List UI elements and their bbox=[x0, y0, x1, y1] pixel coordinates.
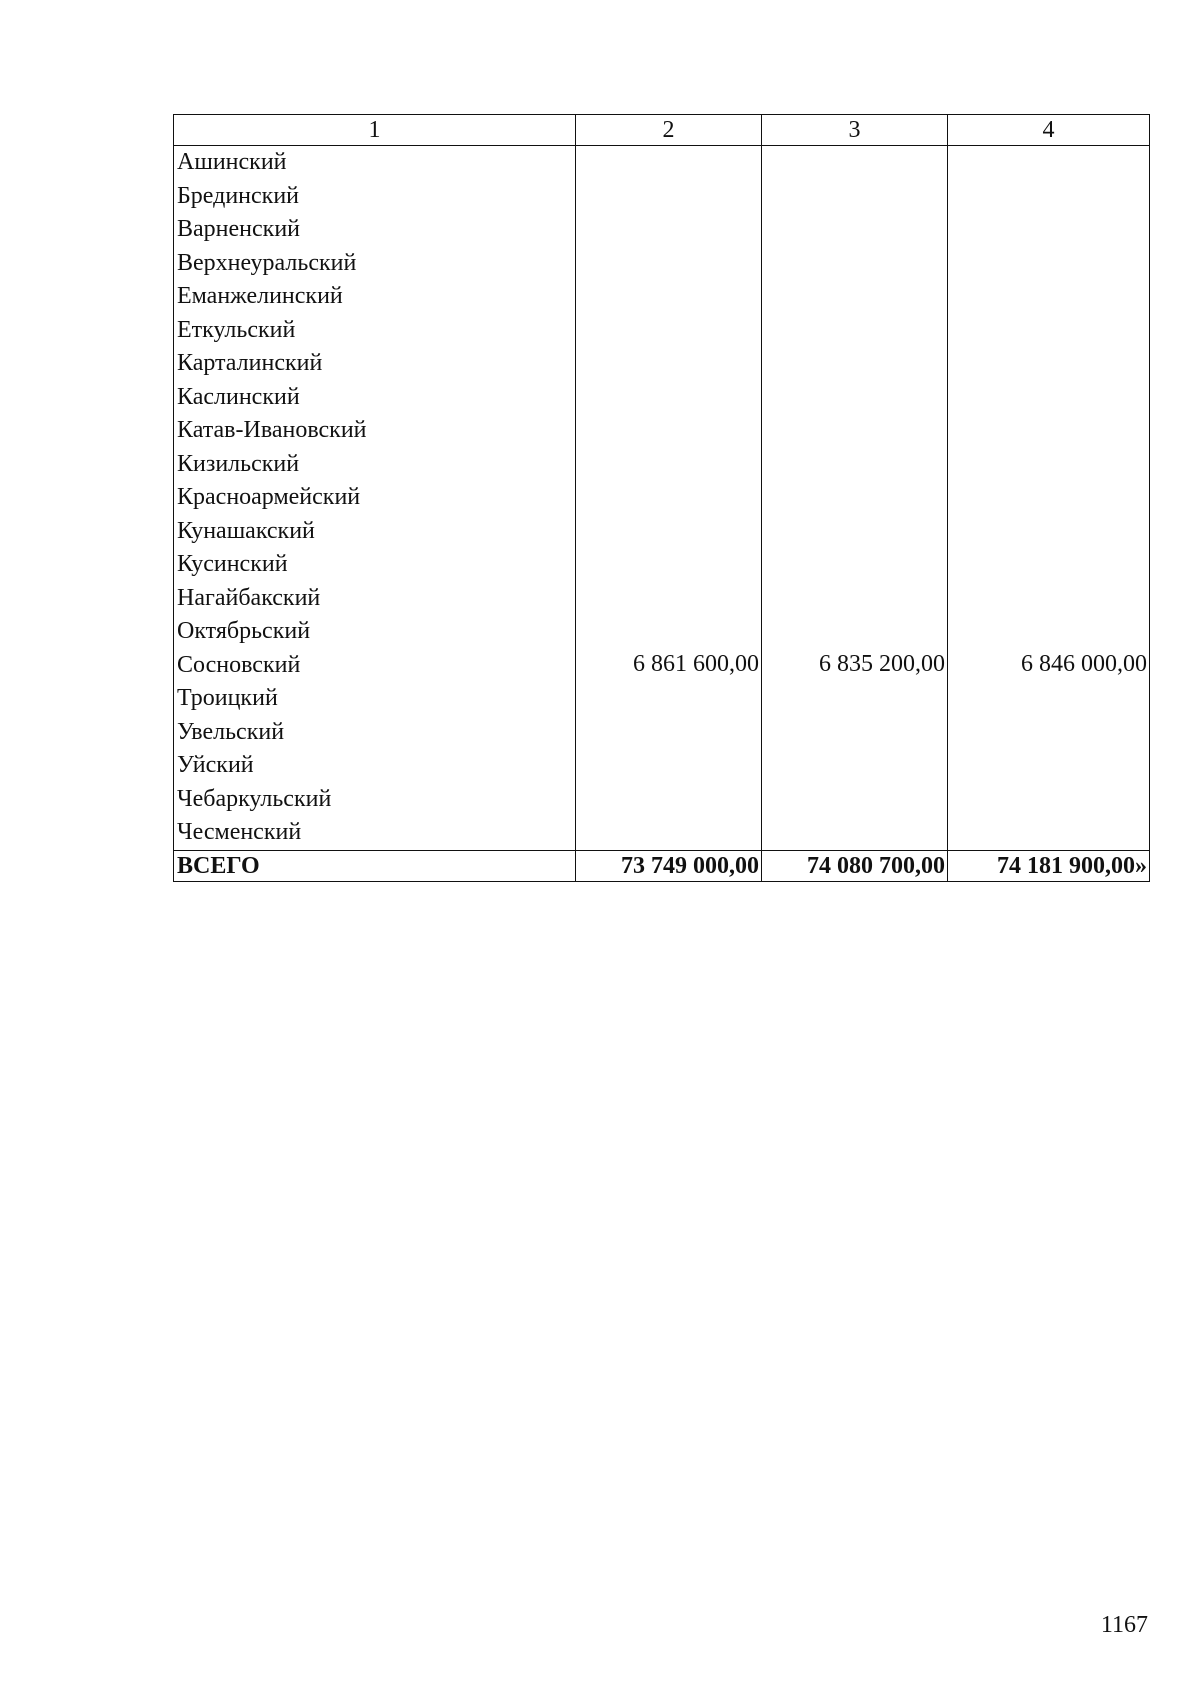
region-name: Еманжелинский bbox=[177, 283, 343, 309]
region-name: Уйский bbox=[177, 752, 254, 778]
group-value-cell-3 bbox=[762, 146, 948, 851]
group-value-cell-4 bbox=[948, 146, 1150, 851]
region-name: Нагайбакский bbox=[177, 584, 321, 611]
region-name: Увельский bbox=[177, 718, 285, 745]
group-value-cell-2 bbox=[576, 146, 762, 851]
region-name: Каслинский bbox=[177, 383, 300, 410]
region-name: Чесменский bbox=[177, 819, 302, 845]
region-name: Октябрьский bbox=[177, 618, 311, 644]
group-value-4: 6 846 000,00 bbox=[1021, 651, 1147, 677]
total-row bbox=[174, 850, 1150, 881]
group-value-3: 6 835 200,00 bbox=[819, 651, 945, 677]
region-name: Троицкий bbox=[177, 685, 278, 711]
region-name: Кизильский bbox=[177, 450, 300, 477]
value-spacer bbox=[762, 146, 945, 648]
column-header-2: 2 bbox=[576, 115, 762, 146]
value-spacer bbox=[948, 146, 1147, 648]
region-name: Кусинский bbox=[177, 551, 288, 577]
column-header-1: 1 bbox=[174, 115, 576, 146]
page-number: 1167 bbox=[1100, 1612, 1148, 1638]
region-name: Сосновский bbox=[177, 651, 301, 678]
region-name: Чебаркульский bbox=[177, 785, 332, 812]
total-value-4: 74 181 900,00» bbox=[948, 850, 1150, 881]
value-spacer bbox=[576, 146, 759, 648]
total-value-3: 74 080 700,00 bbox=[762, 850, 948, 881]
regions-group-row bbox=[174, 146, 1150, 851]
region-name: Брединский bbox=[177, 182, 300, 209]
column-header-4: 4 bbox=[948, 115, 1150, 146]
region-name: Еткульский bbox=[177, 316, 296, 343]
region-name: Катав-Ивановский bbox=[177, 417, 367, 443]
region-name: Варненский bbox=[177, 216, 300, 242]
region-list-cell bbox=[174, 146, 576, 851]
region-name: Верхнеуральский bbox=[177, 249, 357, 276]
total-value-2: 73 749 000,00 bbox=[576, 850, 762, 881]
region-name: Ашинский bbox=[177, 149, 287, 175]
column-header-3: 3 bbox=[762, 115, 948, 146]
total-label: ВСЕГО bbox=[174, 850, 576, 881]
header-row bbox=[174, 115, 1150, 146]
region-name: Кунашакский bbox=[177, 517, 315, 544]
group-value-2: 6 861 600,00 bbox=[633, 651, 759, 677]
region-name: Красноармейский bbox=[177, 484, 361, 510]
region-name: Карталинский bbox=[177, 350, 323, 376]
budget-table bbox=[173, 114, 1150, 882]
